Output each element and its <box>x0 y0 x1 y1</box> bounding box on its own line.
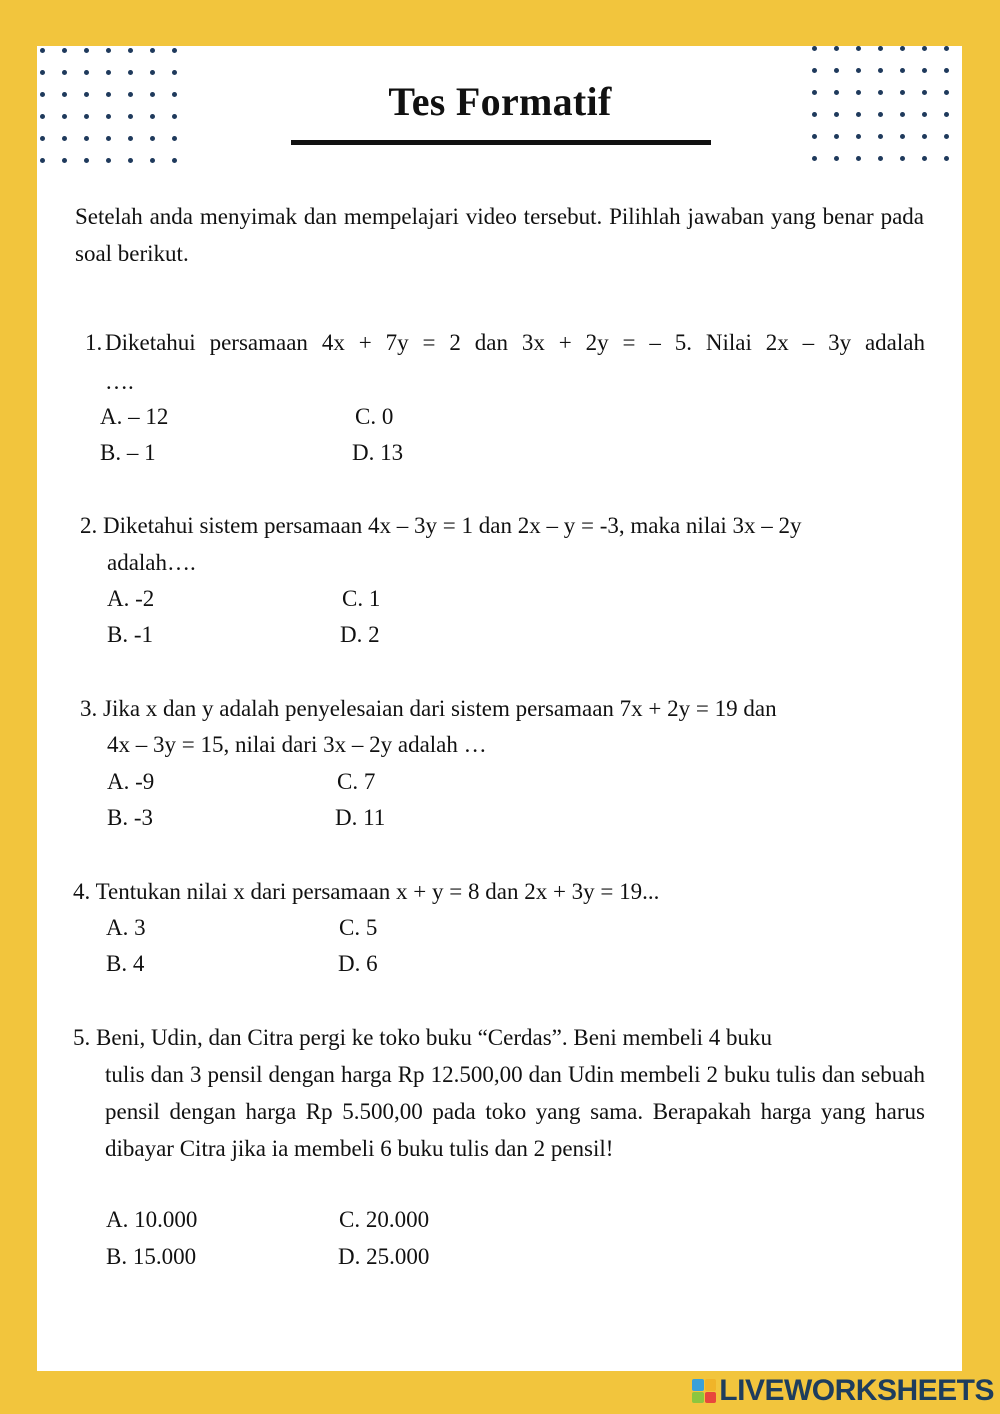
decor-dot <box>62 70 67 75</box>
decor-dot <box>856 68 861 73</box>
q4-option-c[interactable]: C. 5 <box>339 915 378 940</box>
decor-dot <box>172 158 177 163</box>
decor-dot <box>856 46 861 51</box>
logo-square-2 <box>705 1379 717 1391</box>
question-2-text-continued: adalah…. <box>107 550 196 575</box>
decor-dot <box>172 136 177 141</box>
decor-dot <box>84 158 89 163</box>
decor-dot <box>150 48 155 53</box>
decor-dot <box>40 136 45 141</box>
decor-dot <box>878 46 883 51</box>
q1-option-a[interactable]: A. – 12 <box>100 404 169 429</box>
decor-dot <box>944 134 949 139</box>
decor-dot <box>922 68 927 73</box>
page-title: Tes Formatif <box>388 79 612 124</box>
decor-dot <box>856 156 861 161</box>
decor-dot <box>84 70 89 75</box>
decor-dot <box>128 48 133 53</box>
decor-dot <box>878 156 883 161</box>
q2-option-c[interactable]: C. 1 <box>342 586 381 611</box>
q2-option-a[interactable]: A. -2 <box>107 586 155 611</box>
brand-name: LIVEWORKSHEETS <box>719 1374 994 1407</box>
decor-dot <box>834 46 839 51</box>
question-5-text-continued: tulis dan 3 pensil dengan harga Rp 12.500,00 dan Udin membeli 2 buku tulis dan sebuah pensil dengan harga Rp 5.500,00 pada toko yang sama. Berapakah harga yang harus dibayar Citra jika ia membeli 6 buku tulis dan 2 pensil! <box>105 1062 925 1161</box>
logo-square-3 <box>692 1392 704 1404</box>
question-2-text: 2. Diketahui sistem persamaan 4x – 3y = 1 dan 2x – y = -3, maka nilai 3x – 2y <box>80 513 802 538</box>
q5-option-a[interactable]: A. 10.000 <box>106 1207 198 1232</box>
decor-dot <box>922 134 927 139</box>
title-underline <box>291 140 711 145</box>
question-4-text: 4. Tentukan nilai x dari persamaan x + y = 8 dan 2x + 3y = 19... <box>73 879 660 904</box>
decor-dot <box>150 158 155 163</box>
decor-dot <box>128 70 133 75</box>
decor-dot <box>922 46 927 51</box>
question-1-number: 1. <box>85 330 103 355</box>
q3-option-a[interactable]: A. -9 <box>107 769 155 794</box>
decor-dot <box>128 136 133 141</box>
decor-dot <box>84 48 89 53</box>
decor-dot <box>106 48 111 53</box>
q2-option-b[interactable]: B. -1 <box>107 622 153 647</box>
decor-dot <box>900 156 905 161</box>
decor-dot <box>812 156 817 161</box>
decor-dot <box>900 68 905 73</box>
question-3-text-continued: 4x – 3y = 15, nilai dari 3x – 2y adalah … <box>107 732 487 757</box>
decor-dot <box>944 156 949 161</box>
logo-square-4 <box>705 1392 717 1404</box>
q1-option-c[interactable]: C. 0 <box>355 404 394 429</box>
decor-dot <box>172 70 177 75</box>
decor-dot <box>128 158 133 163</box>
decor-dot <box>62 158 67 163</box>
decor-dot <box>172 48 177 53</box>
liveworksheets-logo-icon <box>692 1379 716 1403</box>
decor-dot <box>856 134 861 139</box>
instructions: Setelah anda menyimak dan mempelajari video tersebut. Pilihlah jawaban yang benar pada soal berikut. <box>75 204 924 266</box>
decor-dot <box>106 136 111 141</box>
q4-option-d[interactable]: D. 6 <box>338 951 378 976</box>
decor-dot <box>40 48 45 53</box>
q5-option-c[interactable]: C. 20.000 <box>339 1207 430 1232</box>
decor-dot <box>62 136 67 141</box>
decor-dot <box>62 48 67 53</box>
q3-option-b[interactable]: B. -3 <box>107 805 153 830</box>
decor-dot <box>944 68 949 73</box>
question-1-text: Diketahui persamaan 4x + 7y = 2 dan 3x + 2y = – 5. Nilai 2x – 3y adalah <box>105 330 925 355</box>
decor-dot <box>812 68 817 73</box>
q3-option-c[interactable]: C. 7 <box>337 769 376 794</box>
liveworksheets-logo <box>692 1374 994 1408</box>
decor-dot <box>834 134 839 139</box>
decor-dot <box>106 158 111 163</box>
decor-dot <box>40 70 45 75</box>
logo-square-1 <box>692 1379 704 1391</box>
q5-option-b[interactable]: B. 15.000 <box>106 1244 197 1269</box>
question-1-text-continued: …. <box>105 369 134 394</box>
decor-dot <box>834 68 839 73</box>
q4-option-b[interactable]: B. 4 <box>106 951 145 976</box>
decor-dot <box>944 46 949 51</box>
q1-option-b[interactable]: B. – 1 <box>100 440 156 465</box>
decor-dot <box>900 134 905 139</box>
q2-option-d[interactable]: D. 2 <box>340 622 380 647</box>
q1-option-d[interactable]: D. 13 <box>352 440 404 465</box>
decor-dot <box>922 156 927 161</box>
q5-option-d[interactable]: D. 25.000 <box>338 1244 430 1269</box>
decor-dot <box>150 136 155 141</box>
decor-dot <box>84 136 89 141</box>
decor-dot <box>900 46 905 51</box>
decor-dot <box>40 158 45 163</box>
question-3-text: 3. Jika x dan y adalah penyelesaian dari sistem persamaan 7x + 2y = 19 dan <box>80 696 777 721</box>
decor-dot <box>834 156 839 161</box>
q4-option-a[interactable]: A. 3 <box>106 915 146 940</box>
q3-option-d[interactable]: D. 11 <box>335 805 386 830</box>
decor-dot <box>812 46 817 51</box>
decor-dot <box>878 68 883 73</box>
decor-dot <box>878 134 883 139</box>
question-5-text: 5. Beni, Udin, dan Citra pergi ke toko buku “Cerdas”. Beni membeli 4 buku <box>73 1025 773 1050</box>
decor-dot <box>106 70 111 75</box>
decor-dot <box>812 134 817 139</box>
decor-dot <box>150 70 155 75</box>
